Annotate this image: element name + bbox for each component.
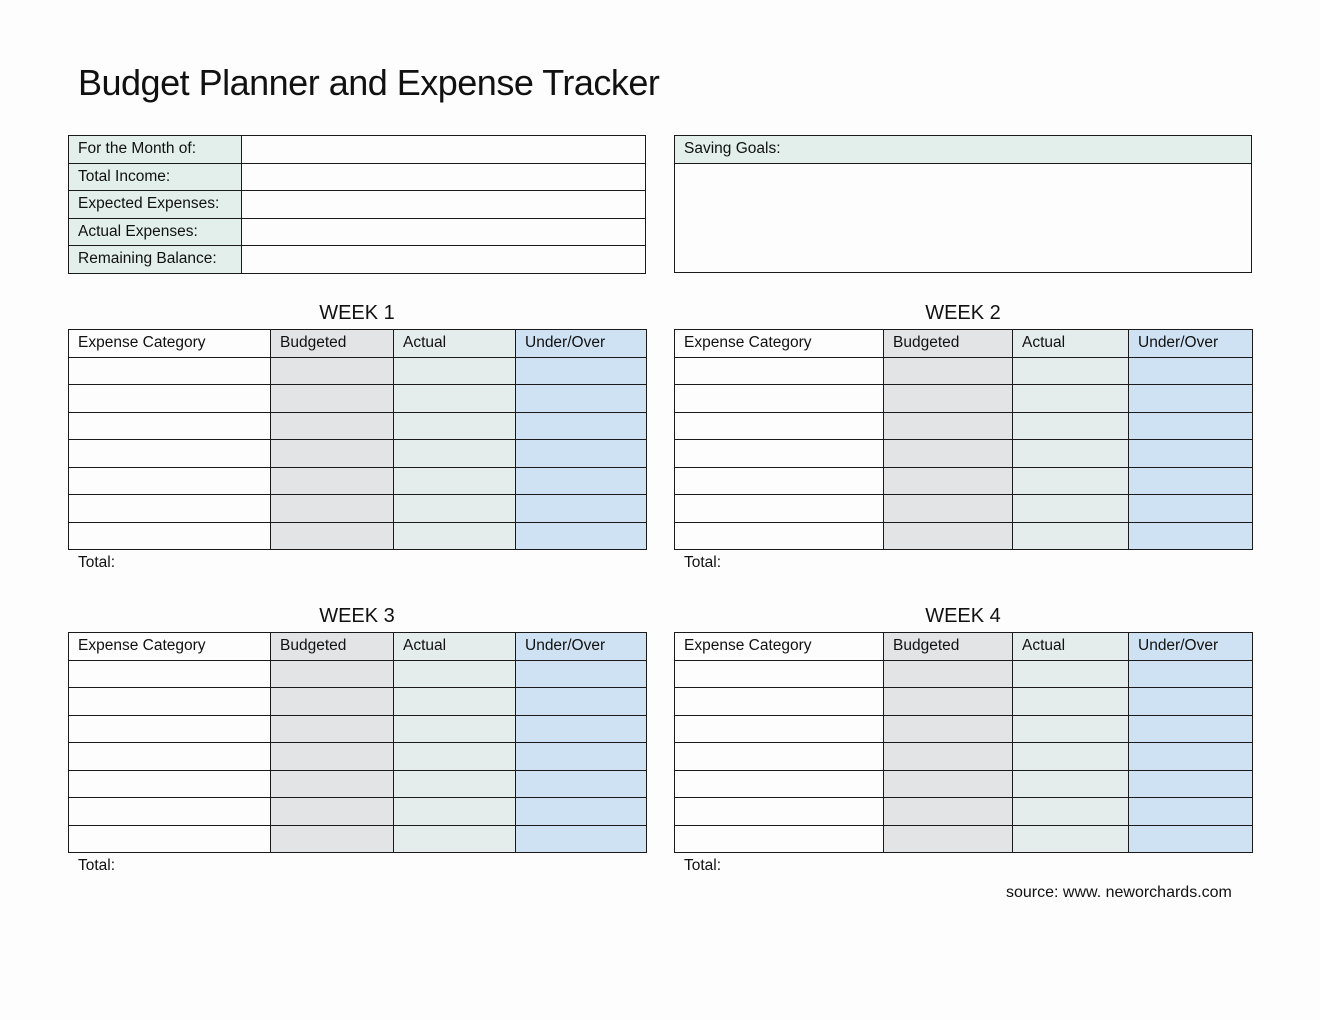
category-cell[interactable] (675, 440, 884, 468)
saving-goals-label: Saving Goals: (675, 136, 1252, 164)
table-row (675, 385, 1253, 413)
budgeted-cell[interactable] (884, 825, 1013, 853)
actual-cell[interactable] (1013, 825, 1129, 853)
actual-cell[interactable] (1013, 770, 1129, 798)
category-cell[interactable] (675, 660, 884, 688)
budgeted-cell[interactable] (884, 440, 1013, 468)
header-category: Expense Category (675, 330, 884, 358)
budgeted-cell[interactable] (884, 715, 1013, 743)
week-4-title: WEEK 4 (925, 605, 1001, 627)
summary-table (68, 135, 646, 274)
under-over-cell[interactable] (516, 412, 647, 440)
category-cell[interactable] (675, 825, 884, 853)
category-cell[interactable] (69, 357, 271, 385)
category-cell[interactable] (69, 385, 271, 413)
under-over-cell[interactable] (1129, 715, 1253, 743)
category-cell[interactable] (69, 522, 271, 550)
table-row (675, 715, 1253, 743)
under-over-cell[interactable] (516, 743, 647, 771)
under-over-cell[interactable] (1129, 660, 1253, 688)
budgeted-cell[interactable] (271, 522, 394, 550)
budgeted-cell[interactable] (884, 688, 1013, 716)
actual-cell[interactable] (394, 357, 516, 385)
under-over-cell[interactable] (1129, 495, 1253, 523)
under-over-cell[interactable] (1129, 770, 1253, 798)
budgeted-cell[interactable] (884, 495, 1013, 523)
budgeted-cell[interactable] (271, 770, 394, 798)
table-row (675, 798, 1253, 826)
category-cell[interactable] (675, 357, 884, 385)
under-over-cell[interactable] (516, 440, 647, 468)
table-row (69, 412, 647, 440)
month-field[interactable] (242, 136, 646, 164)
category-cell[interactable] (675, 412, 884, 440)
budgeted-cell[interactable] (271, 743, 394, 771)
header-under-over: Under/Over (516, 633, 647, 661)
table-row (675, 522, 1253, 550)
budgeted-cell[interactable] (884, 357, 1013, 385)
actual-cell[interactable] (1013, 522, 1129, 550)
header-under-over: Under/Over (516, 330, 647, 358)
table-row (69, 522, 647, 550)
actual-cell[interactable] (394, 798, 516, 826)
budgeted-cell[interactable] (271, 412, 394, 440)
category-cell[interactable] (69, 467, 271, 495)
actual-cell[interactable] (394, 522, 516, 550)
under-over-cell[interactable] (516, 798, 647, 826)
category-cell[interactable] (675, 743, 884, 771)
label-expected-expenses: Expected Expenses: (69, 191, 242, 219)
category-cell[interactable] (675, 770, 884, 798)
budgeted-cell[interactable] (271, 688, 394, 716)
under-over-cell[interactable] (516, 467, 647, 495)
table-row (675, 357, 1253, 385)
budgeted-cell[interactable] (271, 715, 394, 743)
budgeted-cell[interactable] (271, 440, 394, 468)
budgeted-cell[interactable] (271, 467, 394, 495)
budgeted-cell[interactable] (271, 385, 394, 413)
actual-cell[interactable] (394, 688, 516, 716)
category-cell[interactable] (675, 522, 884, 550)
total-income-field[interactable] (242, 163, 646, 191)
label-actual-expenses: Actual Expenses: (69, 218, 242, 246)
week-4-table (674, 632, 1253, 853)
under-over-cell[interactable] (516, 385, 647, 413)
table-row (69, 688, 647, 716)
budgeted-cell[interactable] (884, 798, 1013, 826)
actual-cell[interactable] (1013, 798, 1129, 826)
week-2-title: WEEK 2 (925, 302, 1001, 324)
table-row (69, 825, 647, 853)
header-budgeted: Budgeted (884, 633, 1013, 661)
budgeted-cell[interactable] (271, 357, 394, 385)
saving-goals-field[interactable] (675, 163, 1252, 272)
under-over-cell[interactable] (1129, 440, 1253, 468)
source-credit: source: www. neworchards.com (1006, 884, 1232, 901)
actual-cell[interactable] (394, 743, 516, 771)
table-row (675, 743, 1253, 771)
label-total-income: Total Income: (69, 163, 242, 191)
category-cell[interactable] (69, 495, 271, 523)
budgeted-cell[interactable] (271, 825, 394, 853)
budgeted-cell[interactable] (884, 743, 1013, 771)
table-row (69, 743, 647, 771)
budgeted-cell[interactable] (884, 660, 1013, 688)
category-cell[interactable] (69, 798, 271, 826)
actual-cell[interactable] (394, 825, 516, 853)
expected-expenses-field[interactable] (242, 191, 646, 219)
remaining-balance-field[interactable] (242, 246, 646, 274)
under-over-cell[interactable] (516, 688, 647, 716)
budgeted-cell[interactable] (271, 798, 394, 826)
actual-cell[interactable] (394, 440, 516, 468)
header-actual: Actual (1013, 633, 1129, 661)
under-over-cell[interactable] (1129, 522, 1253, 550)
actual-cell[interactable] (1013, 412, 1129, 440)
table-row (675, 688, 1253, 716)
actual-cell[interactable] (394, 385, 516, 413)
header-under-over: Under/Over (1129, 330, 1253, 358)
category-cell[interactable] (675, 798, 884, 826)
actual-cell[interactable] (1013, 688, 1129, 716)
category-cell[interactable] (69, 660, 271, 688)
label-month: For the Month of: (69, 136, 242, 164)
category-cell[interactable] (675, 467, 884, 495)
header-category: Expense Category (675, 633, 884, 661)
category-cell[interactable] (675, 688, 884, 716)
table-row (675, 467, 1253, 495)
category-cell[interactable] (69, 412, 271, 440)
table-row (675, 495, 1253, 523)
actual-cell[interactable] (394, 412, 516, 440)
table-row (69, 357, 647, 385)
category-cell[interactable] (69, 743, 271, 771)
category-cell[interactable] (69, 825, 271, 853)
actual-cell[interactable] (1013, 467, 1129, 495)
under-over-cell[interactable] (1129, 743, 1253, 771)
week-1-table (68, 329, 647, 550)
under-over-cell[interactable] (516, 522, 647, 550)
under-over-cell[interactable] (1129, 798, 1253, 826)
page-title: Budget Planner and Expense Tracker (78, 62, 660, 103)
under-over-cell[interactable] (1129, 825, 1253, 853)
category-cell[interactable] (69, 715, 271, 743)
week-3-table (68, 632, 647, 853)
budgeted-cell[interactable] (884, 770, 1013, 798)
actual-cell[interactable] (394, 715, 516, 743)
header-actual: Actual (394, 330, 516, 358)
week-3-total-label: Total: (78, 857, 116, 874)
actual-cell[interactable] (1013, 660, 1129, 688)
actual-cell[interactable] (394, 770, 516, 798)
table-row (675, 440, 1253, 468)
header-budgeted: Budgeted (884, 330, 1013, 358)
table-row (69, 660, 647, 688)
week-3-title: WEEK 3 (319, 605, 395, 627)
table-row (69, 715, 647, 743)
actual-cell[interactable] (394, 660, 516, 688)
saving-goals-table (674, 135, 1252, 273)
actual-cell[interactable] (1013, 715, 1129, 743)
header-actual: Actual (394, 633, 516, 661)
table-row (675, 660, 1253, 688)
week-2-table (674, 329, 1253, 550)
under-over-cell[interactable] (516, 825, 647, 853)
actual-cell[interactable] (1013, 385, 1129, 413)
header-under-over: Under/Over (1129, 633, 1253, 661)
header-budgeted: Budgeted (271, 330, 394, 358)
under-over-cell[interactable] (516, 495, 647, 523)
week-4-total-label: Total: (684, 857, 722, 874)
table-row (69, 798, 647, 826)
under-over-cell[interactable] (1129, 357, 1253, 385)
label-remaining-balance: Remaining Balance: (69, 246, 242, 274)
category-cell[interactable] (69, 770, 271, 798)
week-1-total-label: Total: (78, 554, 116, 571)
table-row (69, 495, 647, 523)
week-2-total-label: Total: (684, 554, 722, 571)
category-cell[interactable] (69, 688, 271, 716)
week-1-title: WEEK 1 (319, 302, 395, 324)
header-budgeted: Budgeted (271, 633, 394, 661)
actual-cell[interactable] (1013, 495, 1129, 523)
table-row (69, 440, 647, 468)
actual-cell[interactable] (394, 495, 516, 523)
category-cell[interactable] (675, 495, 884, 523)
category-cell[interactable] (675, 715, 884, 743)
budgeted-cell[interactable] (884, 467, 1013, 495)
under-over-cell[interactable] (1129, 385, 1253, 413)
header-category: Expense Category (69, 330, 271, 358)
budgeted-cell[interactable] (271, 495, 394, 523)
under-over-cell[interactable] (516, 357, 647, 385)
category-cell[interactable] (675, 385, 884, 413)
under-over-cell[interactable] (1129, 688, 1253, 716)
budgeted-cell[interactable] (884, 385, 1013, 413)
actual-cell[interactable] (1013, 743, 1129, 771)
actual-cell[interactable] (394, 467, 516, 495)
table-row (69, 467, 647, 495)
under-over-cell[interactable] (516, 770, 647, 798)
table-row (675, 770, 1253, 798)
header-actual: Actual (1013, 330, 1129, 358)
actual-cell[interactable] (1013, 440, 1129, 468)
table-row (69, 770, 647, 798)
actual-expenses-field[interactable] (242, 218, 646, 246)
under-over-cell[interactable] (1129, 467, 1253, 495)
budgeted-cell[interactable] (884, 412, 1013, 440)
budgeted-cell[interactable] (271, 660, 394, 688)
actual-cell[interactable] (1013, 357, 1129, 385)
under-over-cell[interactable] (1129, 412, 1253, 440)
under-over-cell[interactable] (516, 715, 647, 743)
budgeted-cell[interactable] (884, 522, 1013, 550)
category-cell[interactable] (69, 440, 271, 468)
header-category: Expense Category (69, 633, 271, 661)
under-over-cell[interactable] (516, 660, 647, 688)
table-row (69, 385, 647, 413)
table-row (675, 412, 1253, 440)
table-row (675, 825, 1253, 853)
